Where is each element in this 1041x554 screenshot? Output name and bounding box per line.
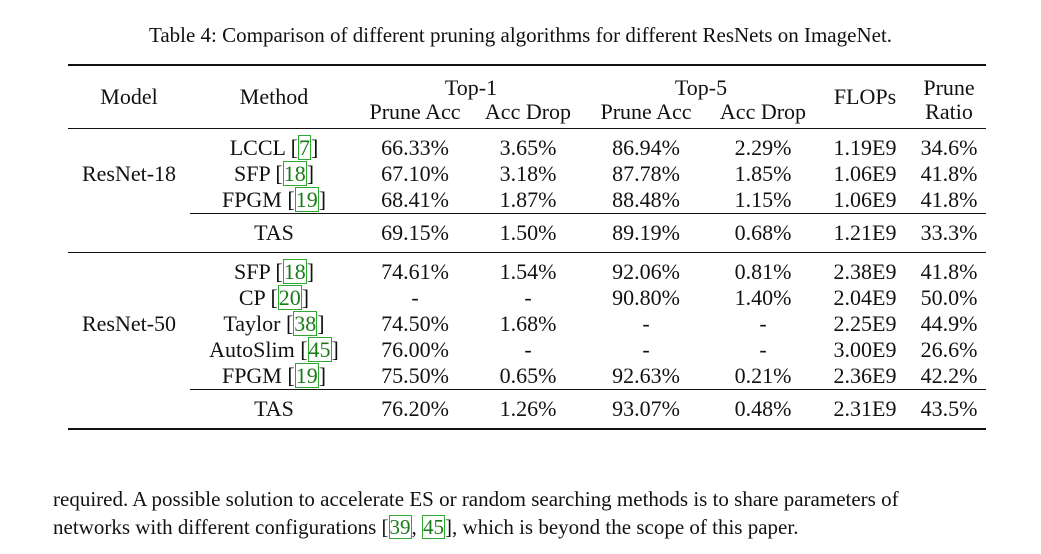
top5-drop: 1.85%: [734, 161, 792, 186]
top5-acc: 92.06%: [612, 259, 680, 284]
header-row-1: [68, 65, 986, 100]
prune-ratio: 41.8%: [920, 187, 978, 212]
top1-drop: 1.26%: [472, 390, 584, 430]
citation-link[interactable]: 20: [278, 285, 301, 310]
top1-drop: 3.18%: [499, 161, 557, 186]
results-table: [68, 64, 986, 430]
flops: 1.06E9: [833, 161, 897, 186]
prune-ratio: 33.3%: [912, 214, 986, 253]
flops: 2.36E9: [833, 363, 897, 388]
top5-drop: 2.29%: [734, 135, 792, 160]
top1-drop: 1.50%: [472, 214, 584, 253]
tas-row: [68, 214, 986, 253]
header-method: Method: [239, 84, 309, 109]
top1-drop: 1.87%: [499, 187, 557, 212]
method-cell: AutoSlim [45]: [209, 337, 339, 362]
top1-acc: 66.33%: [381, 135, 449, 160]
header-top1-acc-drop: Acc Drop: [484, 99, 572, 124]
header-top5-prune-acc: Prune Acc: [600, 99, 692, 124]
method-cell: SFP [18]: [233, 161, 315, 186]
table-row: [68, 253, 986, 286]
method-cell: LCCL [7]: [229, 135, 319, 160]
top5-acc: 88.48%: [612, 187, 680, 212]
table-row: [68, 337, 986, 363]
top1-acc: 75.50%: [381, 363, 449, 388]
top5-drop: 0.21%: [734, 363, 792, 388]
method-cell: SFP [18]: [233, 259, 315, 284]
top5-acc: 90.80%: [612, 285, 680, 310]
header-top5-acc-drop: Acc Drop: [719, 99, 807, 124]
top5-drop: -: [759, 311, 767, 336]
model-cell: ResNet-18: [81, 161, 177, 187]
table-row: [68, 285, 986, 311]
prune-ratio: 50.0%: [920, 285, 978, 310]
flops: 1.06E9: [833, 187, 897, 212]
flops: 2.25E9: [833, 311, 897, 336]
top5-acc: 92.63%: [612, 363, 680, 388]
top1-drop: 3.65%: [499, 135, 557, 160]
top5-acc: 93.07%: [584, 390, 708, 430]
method-cell: FPGM [19]: [221, 363, 327, 388]
flops: 1.21E9: [818, 214, 912, 253]
model-cell: ResNet-50: [81, 311, 177, 337]
top5-drop: 1.40%: [734, 285, 792, 310]
top1-drop: -: [524, 337, 532, 362]
group-resnet50: [68, 253, 986, 430]
header-top5: Top-5: [674, 75, 728, 100]
top1-acc: 67.10%: [381, 161, 449, 186]
table-row: [68, 161, 986, 187]
prune-ratio: 43.5%: [912, 390, 986, 430]
model-spacer: [68, 390, 190, 430]
table-row: [68, 311, 986, 337]
top5-acc: 86.94%: [612, 135, 680, 160]
top1-acc: 69.15%: [358, 214, 472, 253]
paragraph-line-2: networks with different configurations [39, 45], which is beyond the scope of this paper.: [53, 515, 799, 539]
top5-acc: 87.78%: [612, 161, 680, 186]
prune-ratio: 26.6%: [920, 337, 978, 362]
model-spacer: [68, 214, 190, 253]
header-flops: FLOPs: [833, 84, 897, 109]
top1-acc: 68.41%: [381, 187, 449, 212]
top1-acc: 74.50%: [381, 311, 449, 336]
table-row: [68, 363, 986, 390]
top5-acc: -: [642, 311, 650, 336]
citation-link[interactable]: 38: [294, 311, 317, 336]
citation-link[interactable]: 18: [283, 161, 306, 186]
group-resnet18: [68, 129, 986, 253]
prune-ratio: 44.9%: [920, 311, 978, 336]
top1-acc: 76.00%: [381, 337, 449, 362]
citation-link[interactable]: 45: [423, 515, 445, 539]
top1-drop: -: [524, 285, 532, 310]
top1-acc: 76.20%: [358, 390, 472, 430]
citation-link[interactable]: 39: [389, 515, 411, 539]
body-paragraph: [53, 485, 1013, 541]
table-row: [68, 129, 986, 162]
prune-ratio: 42.2%: [920, 363, 978, 388]
header-model: Model: [100, 84, 158, 109]
citation-link[interactable]: 19: [295, 187, 318, 212]
top5-acc: 89.19%: [584, 214, 708, 253]
top5-drop: 0.68%: [708, 214, 818, 253]
method-cell: Taylor [38]: [223, 311, 325, 336]
table-row: [68, 187, 986, 214]
top1-acc: 74.61%: [381, 259, 449, 284]
method-cell: TAS: [190, 390, 358, 430]
citation-link[interactable]: 18: [283, 259, 306, 284]
prune-ratio: 34.6%: [920, 135, 978, 160]
top1-drop: 0.65%: [499, 363, 557, 388]
method-cell: CP [20]: [238, 285, 310, 310]
citation-link[interactable]: 7: [298, 135, 310, 160]
top5-drop: 0.81%: [734, 259, 792, 284]
top5-drop: 1.15%: [734, 187, 792, 212]
prune-ratio: 41.8%: [920, 161, 978, 186]
header-top1-prune-acc: Prune Acc: [369, 99, 461, 124]
prune-ratio: 41.8%: [920, 259, 978, 284]
method-cell: TAS: [190, 214, 358, 253]
top5-acc: -: [642, 337, 650, 362]
citation-link[interactable]: 45: [308, 337, 331, 362]
header-prune-ratio-2: Ratio: [925, 99, 973, 124]
top5-drop: 0.48%: [708, 390, 818, 430]
top1-acc: -: [411, 285, 419, 310]
citation-link[interactable]: 19: [295, 363, 318, 388]
paragraph-line-1: required. A possible solution to accelerate ES or random searching methods is to share parameters of: [53, 487, 899, 511]
flops: 1.19E9: [833, 135, 897, 160]
flops: 2.38E9: [833, 259, 897, 284]
header-prune-ratio-1: Prune: [923, 75, 975, 100]
top1-drop: 1.68%: [499, 311, 557, 336]
top1-drop: 1.54%: [499, 259, 557, 284]
table-caption: Table 4: Comparison of different pruning algorithms for different ResNets on ImageNet.: [148, 23, 893, 47]
header-top1: Top-1: [444, 75, 498, 100]
flops: 3.00E9: [833, 337, 897, 362]
flops: 2.31E9: [818, 390, 912, 430]
tas-row: [68, 390, 986, 430]
top5-drop: -: [759, 337, 767, 362]
flops: 2.04E9: [833, 285, 897, 310]
method-cell: FPGM [19]: [221, 187, 327, 212]
